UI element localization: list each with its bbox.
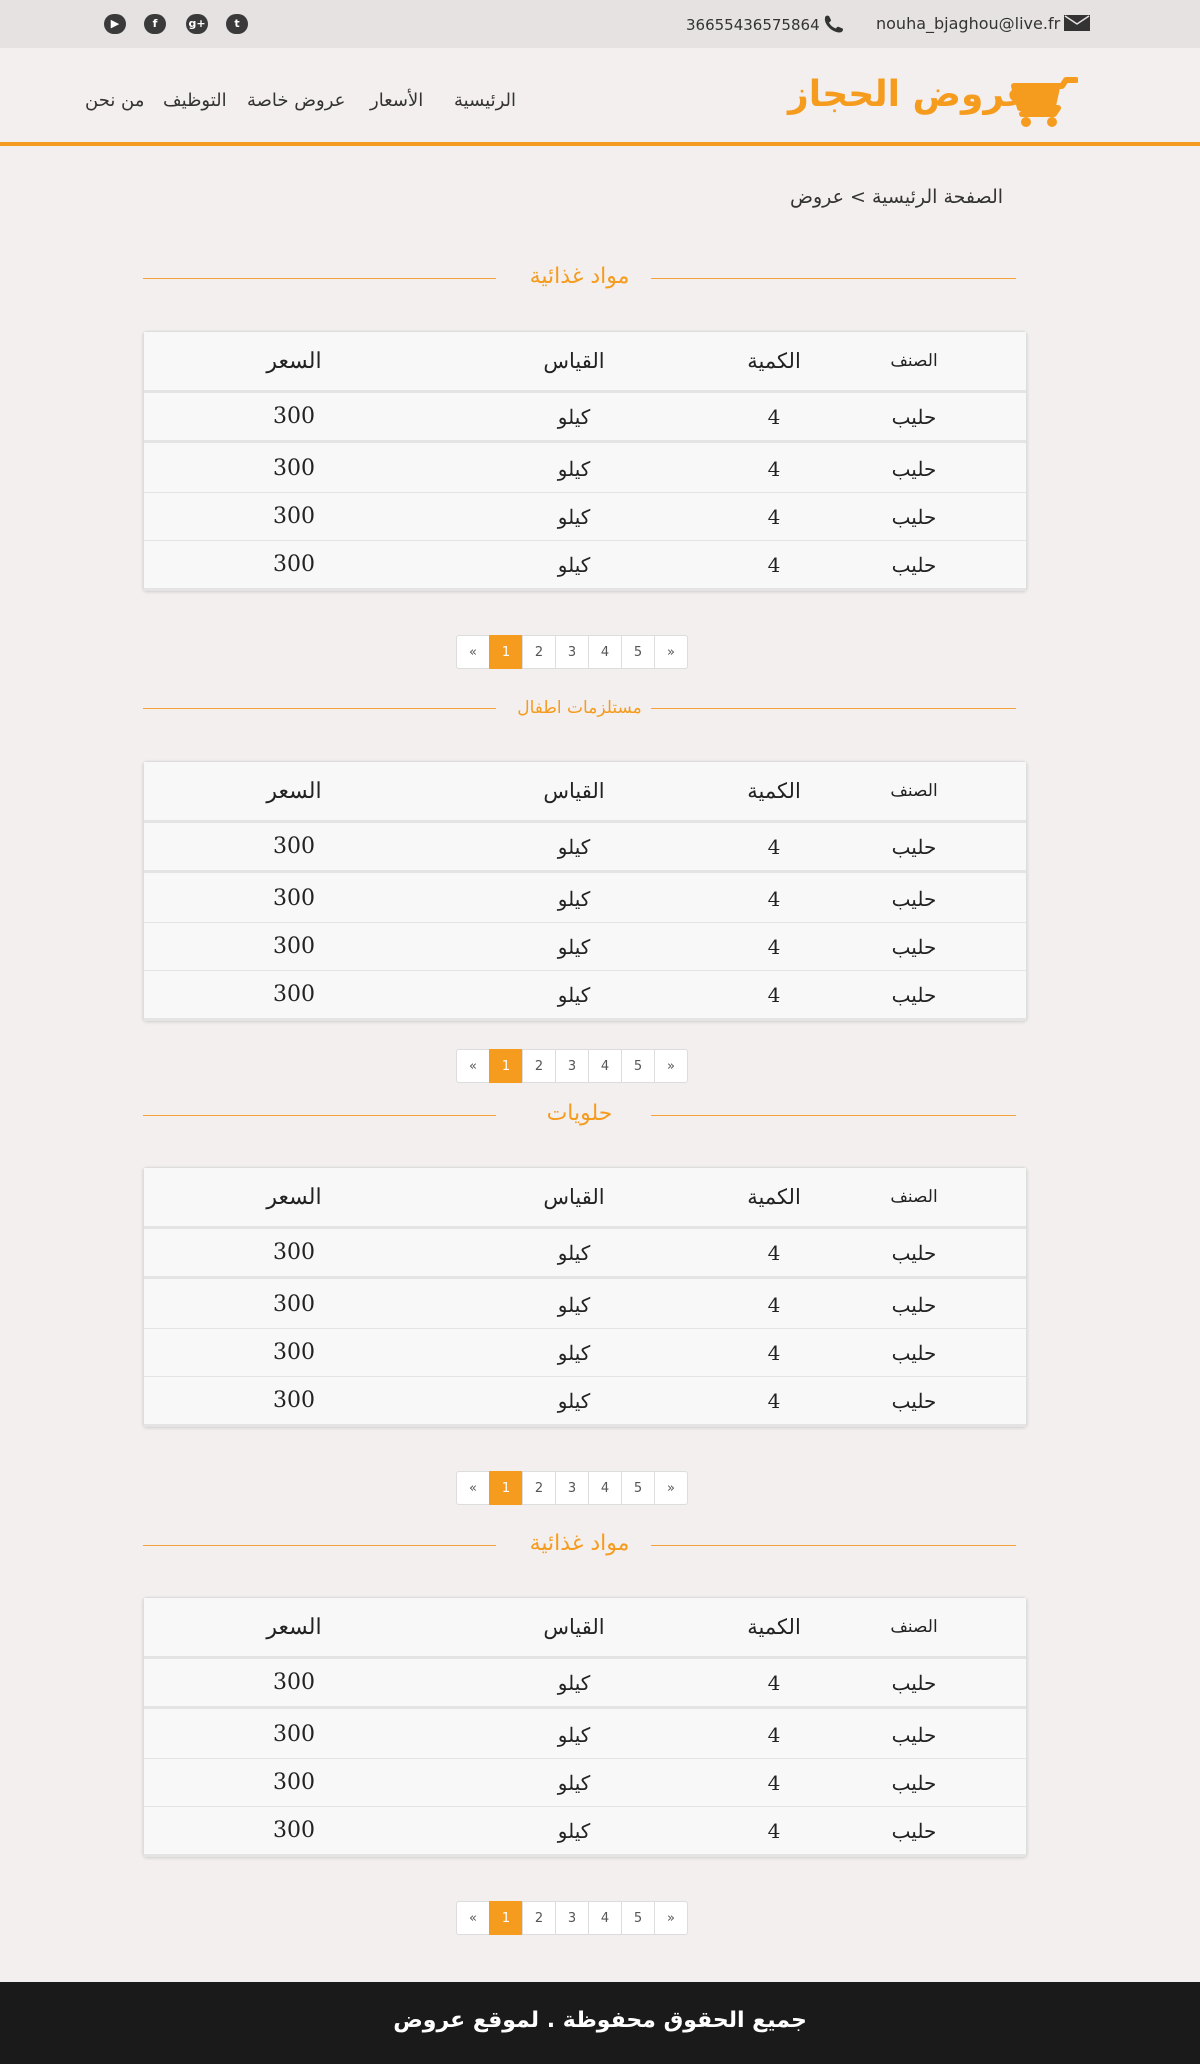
header-qty: الكمية	[747, 1615, 801, 1639]
cell-price: 300	[273, 1818, 315, 1843]
header-price: السعر	[266, 778, 322, 804]
table-row	[144, 493, 1026, 543]
pagination-prev[interactable]: «	[456, 1471, 490, 1505]
pagination-next[interactable]: »	[654, 635, 688, 669]
pagination-page-3[interactable]: 3	[555, 1049, 589, 1083]
pagination-page-5[interactable]: 5	[621, 635, 655, 669]
pagination-page-2[interactable]: 2	[522, 1471, 556, 1505]
phone-number: 36655436575864	[686, 16, 820, 34]
cell-price: 300	[273, 1670, 315, 1695]
pagination-page-5[interactable]: 5	[621, 1471, 655, 1505]
pagination-page-1[interactable]: 1	[489, 1901, 523, 1935]
cell-qty: 4	[767, 1292, 781, 1317]
cell-price: 300	[273, 504, 315, 529]
header-price: السعر	[266, 348, 322, 374]
site-header	[0, 48, 1200, 146]
pagination	[456, 1901, 688, 1935]
table-row	[144, 1711, 1026, 1761]
header-unit: القياس	[543, 349, 605, 373]
section-title	[143, 1095, 1016, 1135]
pagination-page-4[interactable]: 4	[588, 1471, 622, 1505]
cell-qty: 4	[767, 982, 781, 1007]
top-bar	[0, 0, 1200, 48]
cell-unit: كيلو	[557, 1722, 591, 1747]
table-row	[144, 971, 1026, 1021]
pagination-page-4[interactable]: 4	[588, 635, 622, 669]
table-row	[144, 875, 1026, 925]
cell-price: 300	[273, 1388, 315, 1413]
header-qty: الكمية	[747, 349, 801, 373]
cell-item: حليب	[891, 1818, 937, 1843]
nav-about[interactable]: من نحن	[85, 90, 145, 111]
pagination-page-4[interactable]: 4	[588, 1049, 622, 1083]
pagination-next[interactable]: »	[654, 1901, 688, 1935]
table-row	[144, 923, 1026, 973]
pagination-prev[interactable]: «	[456, 1901, 490, 1935]
table-row	[144, 1229, 1026, 1279]
cell-price: 300	[273, 982, 315, 1007]
cell-qty: 4	[767, 1818, 781, 1843]
cell-item: حليب	[891, 982, 937, 1007]
cell-item: حليب	[891, 1240, 937, 1265]
section-title	[143, 258, 1016, 298]
pagination-next[interactable]: »	[654, 1471, 688, 1505]
cell-item: حليب	[891, 504, 937, 529]
pagination-page-3[interactable]: 3	[555, 635, 589, 669]
header-unit: القياس	[543, 779, 605, 803]
header-price: السعر	[266, 1614, 322, 1640]
pagination-prev[interactable]: «	[456, 1049, 490, 1083]
table-row	[144, 541, 1026, 591]
pagination-page-5[interactable]: 5	[621, 1049, 655, 1083]
table-row	[144, 445, 1026, 495]
youtube-icon[interactable]: ▶	[104, 14, 126, 34]
header-price: السعر	[266, 1184, 322, 1210]
cell-qty: 4	[767, 886, 781, 911]
offers-table	[143, 761, 1027, 1021]
cell-item: حليب	[891, 1292, 937, 1317]
section-heading: مواد غذائية	[529, 1531, 630, 1556]
pagination-page-1[interactable]: 1	[489, 1049, 523, 1083]
cell-item: حليب	[891, 456, 937, 481]
cell-item: حليب	[891, 1340, 937, 1365]
section-title	[143, 1525, 1016, 1565]
cell-unit: كيلو	[557, 1240, 591, 1265]
pagination-next[interactable]: »	[654, 1049, 688, 1083]
tumblr-icon[interactable]: t	[226, 14, 248, 34]
pagination-page-2[interactable]: 2	[522, 1901, 556, 1935]
pagination-page-3[interactable]: 3	[555, 1901, 589, 1935]
table-row	[144, 1807, 1026, 1857]
header-unit: القياس	[543, 1615, 605, 1639]
cell-qty: 4	[767, 1722, 781, 1747]
cell-qty: 4	[767, 934, 781, 959]
pagination-page-2[interactable]: 2	[522, 635, 556, 669]
cell-qty: 4	[767, 834, 781, 859]
pagination-page-1[interactable]: 1	[489, 1471, 523, 1505]
cell-item: حليب	[891, 1722, 937, 1747]
cell-unit: كيلو	[557, 456, 591, 481]
table-row	[144, 1329, 1026, 1379]
cell-price: 300	[273, 1340, 315, 1365]
cell-item: حليب	[891, 404, 937, 429]
site-footer	[0, 1982, 1200, 2064]
header-unit: القياس	[543, 1185, 605, 1209]
cell-qty: 4	[767, 404, 781, 429]
cell-unit: كيلو	[557, 1388, 591, 1413]
nav-special-offers[interactable]: عروض خاصة	[247, 90, 346, 111]
nav-home[interactable]: الرئيسية	[454, 90, 516, 111]
facebook-icon[interactable]: f	[144, 14, 166, 34]
header-qty: الكمية	[747, 779, 801, 803]
header-item: الصنف	[890, 781, 938, 801]
section-heading: مواد غذائية	[529, 264, 630, 289]
cell-price: 300	[273, 404, 315, 429]
table-row	[144, 393, 1026, 443]
pagination	[456, 635, 688, 669]
pagination	[456, 1049, 688, 1083]
cell-price: 300	[273, 886, 315, 911]
email-address: nouha_bjaghou@live.fr	[876, 14, 1061, 33]
section-title	[143, 688, 1016, 728]
cell-qty: 4	[767, 1240, 781, 1265]
cell-unit: كيلو	[557, 552, 591, 577]
pagination-page-4[interactable]: 4	[588, 1901, 622, 1935]
table-header	[144, 332, 1026, 393]
phone-icon	[822, 14, 848, 34]
section-heading: حلويات	[546, 1101, 613, 1126]
cell-unit: كيلو	[557, 1818, 591, 1843]
table-row	[144, 823, 1026, 873]
pagination-page-5[interactable]: 5	[621, 1901, 655, 1935]
header-item: الصنف	[890, 351, 938, 371]
cell-price: 300	[273, 1240, 315, 1265]
cell-item: حليب	[891, 552, 937, 577]
pagination	[456, 1471, 688, 1505]
table-row	[144, 1759, 1026, 1809]
cell-unit: كيلو	[557, 1770, 591, 1795]
cell-unit: كيلو	[557, 1292, 591, 1317]
table-header	[144, 1168, 1026, 1229]
table-row	[144, 1377, 1026, 1427]
cell-unit: كيلو	[557, 1670, 591, 1695]
googleplus-icon[interactable]: g+	[186, 14, 208, 34]
header-qty: الكمية	[747, 1185, 801, 1209]
cell-item: حليب	[891, 1670, 937, 1695]
cell-price: 300	[273, 1770, 315, 1795]
table-header	[144, 1598, 1026, 1659]
copyright-text: جميع الحقوق محفوظة . لموقع عروض	[393, 2008, 807, 2033]
offers-table	[143, 331, 1027, 591]
cell-item: حليب	[891, 834, 937, 859]
table-header	[144, 762, 1026, 823]
cell-unit: كيلو	[557, 886, 591, 911]
nav-jobs[interactable]: التوظيف	[163, 90, 227, 111]
offers-table	[143, 1597, 1027, 1857]
site-logo[interactable]: عروض الحجاز	[788, 74, 1031, 115]
pagination-prev[interactable]: «	[456, 635, 490, 669]
cell-qty: 4	[767, 1770, 781, 1795]
cell-unit: كيلو	[557, 504, 591, 529]
nav-prices[interactable]: الأسعار	[370, 90, 424, 111]
cell-qty: 4	[767, 1340, 781, 1365]
table-row	[144, 1281, 1026, 1331]
cell-qty: 4	[767, 552, 781, 577]
pagination-page-1[interactable]: 1	[489, 635, 523, 669]
cell-unit: كيلو	[557, 1340, 591, 1365]
cell-unit: كيلو	[557, 934, 591, 959]
cell-qty: 4	[767, 504, 781, 529]
cell-unit: كيلو	[557, 834, 591, 859]
section-heading: مستلزمات اطفال	[517, 698, 642, 718]
cell-price: 300	[273, 456, 315, 481]
cell-unit: كيلو	[557, 404, 591, 429]
cell-qty: 4	[767, 1670, 781, 1695]
cell-qty: 4	[767, 456, 781, 481]
cell-item: حليب	[891, 886, 937, 911]
header-item: الصنف	[890, 1187, 938, 1207]
pagination-page-3[interactable]: 3	[555, 1471, 589, 1505]
pagination-page-2[interactable]: 2	[522, 1049, 556, 1083]
header-item: الصنف	[890, 1617, 938, 1637]
envelope-icon	[1064, 15, 1090, 31]
breadcrumb[interactable]: الصفحة الرئيسية > عروض	[790, 186, 1004, 208]
cell-price: 300	[273, 934, 315, 959]
cell-price: 300	[273, 1722, 315, 1747]
cell-price: 300	[273, 1292, 315, 1317]
cell-item: حليب	[891, 934, 937, 959]
cell-item: حليب	[891, 1388, 937, 1413]
cell-qty: 4	[767, 1388, 781, 1413]
cell-item: حليب	[891, 1770, 937, 1795]
cell-price: 300	[273, 552, 315, 577]
cell-price: 300	[273, 834, 315, 859]
cell-unit: كيلو	[557, 982, 591, 1007]
table-row	[144, 1659, 1026, 1709]
offers-table	[143, 1167, 1027, 1427]
